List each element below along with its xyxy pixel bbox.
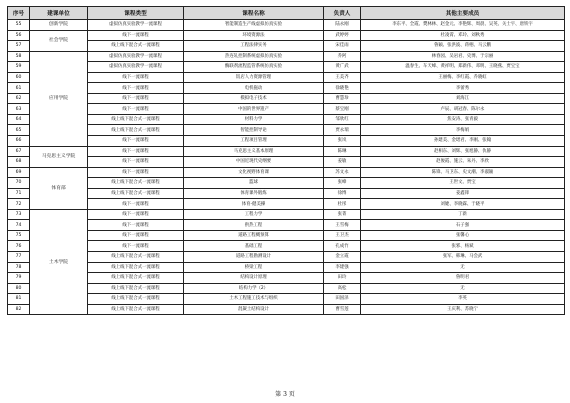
cell-members: 王丽梅、李红霞、乔晓虹 [361,72,565,83]
cell-seq: 57 [8,41,30,52]
cell-course-type: 虚拟仿真实验教学一流课程 [88,51,184,62]
header-unit: 建课单位 [30,7,88,20]
cell-unit: 体育部 [30,167,88,209]
cell-seq: 78 [8,262,30,273]
table-row [8,62,565,73]
cell-members: 石子强 [361,220,565,231]
cell-lead: 武婷婷 [324,30,361,41]
cell-members: 刘婕、李晓霖、于晓平 [361,199,565,210]
cell-seq: 66 [8,136,30,147]
cell-course-name: 结构设计原理 [184,273,324,284]
cell-course-name: 文化视野体育课 [184,167,324,178]
table-row [8,262,565,273]
cell-lead: 乔阿 [324,51,361,62]
table-row [8,20,565,31]
cell-members: 杜凌霄、邓玲、刘秋秀 [361,30,565,41]
cell-course-name: 混凝土结构设计 [184,304,324,315]
table-row [8,241,565,252]
cell-seq: 81 [8,294,30,305]
cell-lead: 邹欣红 [324,114,361,125]
cell-members: 姜鑫锋 [361,188,565,199]
cell-seq: 59 [8,62,30,73]
cell-course-type: 线下一流课程 [88,30,184,41]
cell-course-name: 体育-健美操 [184,199,324,210]
course-table-sheet [7,6,564,315]
cell-course-type: 线下一流课程 [88,136,184,147]
cell-seq: 60 [8,72,30,83]
cell-members: 王世文、贾宝 [361,178,565,189]
cell-members: 张馨心 [361,230,565,241]
cell-course-type: 线下一流课程 [88,93,184,104]
cell-course-type: 线下一流课程 [88,199,184,210]
page-number: 第 3 页 [275,391,295,398]
cell-course-name: 中国的世界遗产 [184,104,324,115]
cell-lead: 蔡宝刚 [324,104,361,115]
cell-lead: 张峰 [324,178,361,189]
table-row [8,167,565,178]
cell-course-type: 线下一流课程 [88,83,184,94]
cell-members: 温春生、车天峰、黄祥明、郑新伟、邓明、王晓燕、贾宝宝 [361,62,565,73]
cell-course-type: 线上线下混合式一流课程 [88,41,184,52]
cell-course-name: 篮球 [184,178,324,189]
cell-course-type: 线上线下混合式一流课程 [88,262,184,273]
cell-seq: 63 [8,104,30,115]
table-row [8,199,565,210]
cell-course-name: 环境资源法 [184,30,324,41]
cell-lead: 张岚 [324,136,361,147]
course-table [7,6,565,315]
cell-course-type: 线下一流课程 [88,72,184,83]
header-seq: 序号 [8,7,30,20]
cell-unit: 应用学院 [30,51,88,146]
cell-lead: 张菁 [324,209,361,220]
cell-course-type: 线下一流课程 [88,146,184,157]
table-header-row [8,7,565,20]
cell-course-name: 模拟电子技术 [184,93,324,104]
cell-course-name: 道路工程概预算 [184,230,324,241]
cell-seq: 61 [8,83,30,94]
cell-members: 李梅娟 [361,125,565,136]
cell-members: 鲁明君 [361,273,565,284]
cell-members: 李蕾秀 [361,83,565,94]
cell-members: 孙建美、金珺君、李刚、张翰 [361,136,565,147]
cell-course-name: 材料力学 [184,114,324,125]
cell-members: 无 [361,283,565,294]
header-course-type: 课程类型 [88,7,184,20]
cell-course-name: 结构力学（2） [184,283,324,294]
cell-course-name: 道路工程勘测设计 [184,252,324,263]
cell-members: 赵俊霞、施云、朱丹、李欣 [361,157,565,168]
cell-lead: 陆永刚 [324,20,361,31]
cell-course-name: 桥梁工程 [184,262,324,273]
table-row [8,157,565,168]
header-course-name: 课程名称 [184,7,324,20]
cell-seq: 73 [8,209,30,220]
header-lead: 负责人 [324,7,361,20]
table-row [8,104,565,115]
cell-course-name: 酶联剂流程监管系统仿真实验 [184,62,324,73]
cell-members: 林春园、吴岩君、史博、于宗丽 [361,51,565,62]
cell-lead: 杜彤 [324,199,361,210]
cell-seq: 55 [8,20,30,31]
cell-course-name: 土木工程施工技术与组织 [184,294,324,305]
cell-course-name: 中国近现代史纲要 [184,157,324,168]
header-members: 其他主要成员 [361,7,565,20]
cell-members: 鲁颖、张洪波、蒋栩、马云鹏 [361,41,565,52]
cell-course-type: 虚拟仿真实验教学一流课程 [88,20,184,31]
cell-lead: 徐晓艳 [324,83,361,94]
cell-lead: 姜敏 [324,157,361,168]
table-row [8,125,565,136]
cell-lead: 黄广武 [324,62,361,73]
cell-course-name: 饭店人力资源管理 [184,72,324,83]
cell-seq: 79 [8,273,30,284]
cell-seq: 71 [8,188,30,199]
table-row [8,294,565,305]
cell-course-name: 基础工程 [184,241,324,252]
cell-lead: 王卫杰 [324,230,361,241]
cell-course-name: 电机拖动 [184,83,324,94]
cell-members: 王庆利、苏晓宁 [361,304,565,315]
cell-seq: 75 [8,230,30,241]
table-row [8,114,565,125]
cell-seq: 68 [8,157,30,168]
cell-course-type: 线下一流课程 [88,209,184,220]
cell-lead: 苏文永 [324,167,361,178]
cell-lead: 徐博 [324,188,361,199]
cell-unit: 马克思主义学院 [30,146,88,167]
table-row [8,51,565,62]
table-row [8,72,565,83]
cell-unit: 创新学院 [30,20,88,31]
cell-course-type: 线上线下混合式一流课程 [88,304,184,315]
table-row [8,30,565,41]
cell-lead: 李建强 [324,262,361,273]
cell-course-type: 线上线下混合式一流课程 [88,294,184,305]
cell-members: 陈锋、马卫东、史文潮、李淑颖 [361,167,565,178]
cell-course-type: 线上线下混合式一流课程 [88,252,184,263]
cell-seq: 64 [8,114,30,125]
cell-unit: 土木学院 [30,209,88,314]
cell-members: 赵相东、刘辉、张旭静、仇静 [361,146,565,157]
table-row [8,93,565,104]
cell-seq: 58 [8,51,30,62]
cell-course-type: 线下一流课程 [88,104,184,115]
cell-course-type: 线下一流课程 [88,241,184,252]
cell-course-type: 线上线下混合式一流课程 [88,178,184,189]
cell-course-name: 智能控制导论 [184,125,324,136]
cell-members: 李英 [361,294,565,305]
cell-lead: 宋佳雨 [324,41,361,52]
cell-course-type: 线下一流课程 [88,157,184,168]
cell-members: 卢辰、胡冠春、陈尔永 [361,104,565,115]
cell-seq: 74 [8,220,30,231]
cell-members: 李东平、全霞、樊林林、赵金元、李艳辉、周晨、吴英、关士宇、唐铁宇 [361,20,565,31]
cell-course-type: 线下一流课程 [88,167,184,178]
cell-seq: 69 [8,167,30,178]
cell-lead: 曹雪莲 [324,304,361,315]
cell-members: 焦安涛、张青毅 [361,114,565,125]
table-row [8,304,565,315]
cell-lead: 曹慧珍 [324,93,361,104]
table-row [8,136,565,147]
cell-course-name: 工程项目管理 [184,136,324,147]
cell-course-name: 工程法律实务 [184,41,324,52]
cell-members: 张军、韩琳、马会武 [361,252,565,263]
table-row [8,188,565,199]
cell-course-name: 体育课外锻炼 [184,188,324,199]
cell-lead: 王美齐 [324,72,361,83]
cell-members: 无 [361,262,565,273]
table-row [8,209,565,220]
cell-seq: 77 [8,252,30,263]
cell-lead: 贾永瑞 [324,125,361,136]
cell-course-type: 线上线下混合式一流课程 [88,273,184,284]
cell-course-name: 热连轧控制系统虚拟仿真实验 [184,51,324,62]
table-row [8,283,565,294]
cell-lead: 金立霞 [324,252,361,263]
table-row [8,273,565,284]
table-row [8,230,565,241]
cell-course-type: 线上线下混合式一流课程 [88,114,184,125]
cell-members: 张邪、杨斌 [361,241,565,252]
cell-lead: 陈琳 [324,146,361,157]
cell-lead: 田国泽 [324,294,361,305]
table-row [8,41,565,52]
cell-seq: 76 [8,241,30,252]
cell-course-type: 线下一流课程 [88,230,184,241]
cell-course-name: 供热工程 [184,220,324,231]
table-row [8,83,565,94]
cell-course-type: 虚拟仿真实验教学一流课程 [88,62,184,73]
cell-seq: 82 [8,304,30,315]
cell-seq: 70 [8,178,30,189]
cell-lead: 王雪梅 [324,220,361,231]
cell-course-name: 工程力学 [184,209,324,220]
table-row [8,220,565,231]
table-row [8,178,565,189]
cell-seq: 72 [8,199,30,210]
cell-lead: 高松 [324,283,361,294]
cell-members: 刘海江 [361,93,565,104]
cell-unit: 社会学院 [30,30,88,51]
cell-course-type: 线上线下混合式一流课程 [88,283,184,294]
table-row [8,252,565,263]
cell-course-name: 智能制造生产线虚拟仿真实验 [184,20,324,31]
cell-seq: 65 [8,125,30,136]
cell-members: 丁新 [361,209,565,220]
cell-course-type: 线上线下混合式一流课程 [88,188,184,199]
cell-course-name: 马克思主义基本原理 [184,146,324,157]
cell-course-type: 线上线下混合式一流课程 [88,125,184,136]
cell-course-type: 线下一流课程 [88,220,184,231]
cell-lead: 田玲 [324,273,361,284]
cell-seq: 62 [8,93,30,104]
cell-lead: 孔成竹 [324,241,361,252]
cell-seq: 67 [8,146,30,157]
cell-seq: 56 [8,30,30,41]
table-row [8,146,565,157]
cell-seq: 80 [8,283,30,294]
